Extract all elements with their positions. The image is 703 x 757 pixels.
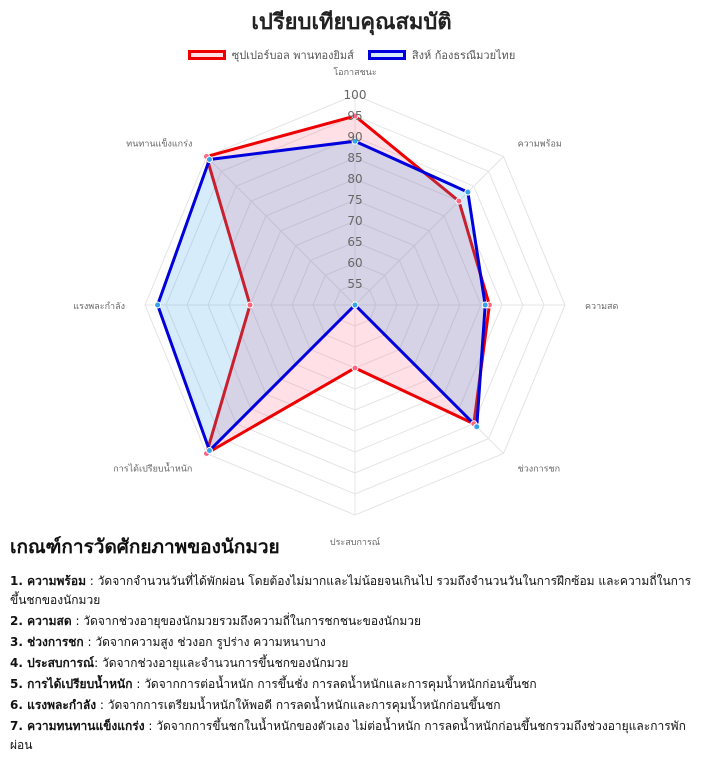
series-2-point[interactable] — [474, 424, 480, 430]
criteria-item — [10, 717, 695, 755]
criteria-item-number: 3. — [10, 635, 28, 649]
criteria-item-term: ความพร้อม — [27, 574, 86, 588]
criteria-item-term: ประสบการณ์ — [27, 656, 95, 670]
criteria-item — [10, 633, 695, 652]
criteria-heading: เกณฑ์การวัดศักยภาพของนักมวย — [10, 536, 280, 558]
axis-label: ช่วงการชก — [517, 464, 561, 475]
criteria-item — [10, 696, 695, 715]
r-tick-label: 80 — [347, 172, 363, 186]
criteria-item-term: ความสด — [27, 614, 72, 628]
r-tick-label: 100 — [343, 88, 367, 102]
axis-label: การได้เปรียบน้ำหนัก — [113, 464, 193, 475]
series-2-point[interactable] — [482, 302, 488, 308]
series-2-point[interactable] — [206, 156, 212, 162]
axis-label: ความพร้อม — [517, 139, 562, 150]
criteria-item-description: : วัดจากการต่อน้ำหนัก การขึ้นชั่ง การลดน้ำหนักและการคุมน้ำหนักก่อนขึ้นชก — [132, 677, 537, 691]
series-2-point[interactable] — [155, 302, 161, 308]
criteria-item-description: : วัดจากการเตรียมน้ำหนักให้พอดี การลดน้ำหนักและการคุมน้ำหนักก่อนขึ้นชก — [96, 698, 501, 712]
r-tick-label: 90 — [347, 130, 363, 144]
criteria-item — [10, 675, 695, 694]
axis-label: ทนทานแข็งแกร่ง — [126, 139, 193, 150]
criteria-item-description: : วัดจากการขึ้นชกในน้ำหนักของตัวเอง ไม่ต่อน้ำหนัก การลดน้ำหนักก่อนขึ้นชกรวมถึงช่วงอายุและการพักผ่อน — [10, 719, 686, 752]
criteria-item-description: : วัดจากความสูง ช่วงอก รูปร่าง ความหนาบาง — [83, 635, 326, 649]
r-tick-label: 65 — [347, 235, 363, 249]
criteria-item-term: ความทนทานแข็งแกร่ง — [27, 719, 145, 733]
r-tick-label: 60 — [347, 256, 363, 270]
axis-label: แรงพละกำลัง — [73, 302, 125, 312]
r-tick-label: 95 — [347, 109, 363, 123]
series-1-point[interactable] — [352, 365, 358, 371]
axis-label: โอกาสชนะ — [333, 68, 377, 78]
series-2-point[interactable] — [465, 189, 471, 195]
criteria-list — [10, 572, 695, 755]
r-tick-label: 85 — [347, 151, 363, 165]
criteria-item — [10, 572, 695, 610]
series-2-point[interactable] — [352, 302, 358, 308]
criteria-item-term: ช่วงการชก — [27, 635, 84, 649]
series-2-point[interactable] — [206, 448, 212, 454]
criteria-item-description: : วัดจากช่วงอายุของนักมวยรวมถึงความถี่ในการชกชนะของนักมวย — [71, 614, 422, 628]
criteria-item-term: การได้เปรียบน้ำหนัก — [27, 677, 133, 691]
criteria-item-description: : วัดจากจำนวนวันที่ได้พักผ่อน โดยต้องไม่มากและไม่น้อยจนเกินไป รวมถึงจำนวนวันในการฝึกซ้อม และความถี่ในการขึ้นชกของนักมวย — [10, 574, 692, 607]
criteria-item-number: 7. — [10, 719, 28, 733]
legend-label-series-2: สิงห์ ก้องธรณีมวยไทย — [411, 49, 516, 62]
axis-label: ความสด — [585, 302, 619, 312]
criteria-item-number: 6. — [10, 698, 28, 712]
series-1-point[interactable] — [456, 198, 462, 204]
chart-title: เปรียบเทียบคุณสมบัติ — [251, 10, 452, 35]
criteria-item — [10, 612, 695, 631]
criteria-item — [10, 654, 695, 673]
r-tick-label: 75 — [347, 193, 363, 207]
criteria-item-term: แรงพละกำลัง — [27, 698, 97, 712]
r-tick-label: 70 — [347, 214, 363, 228]
criteria-section — [10, 532, 695, 757]
criteria-item-number: 5. — [10, 677, 28, 691]
criteria-item-description: : วัดจากช่วงอายุและจำนวนการขึ้นชกของนักมวย — [94, 656, 349, 670]
criteria-item-number: 4. — [10, 656, 28, 670]
axis-label: ประสบการณ์ — [329, 538, 381, 548]
series-1-point[interactable] — [247, 302, 253, 308]
legend-label-series-1: ซุปเปอร์บอล พานทองยิมส์ — [231, 49, 354, 62]
criteria-item-number: 1. — [10, 574, 28, 588]
radar-series — [155, 113, 493, 456]
criteria-item-number: 2. — [10, 614, 28, 628]
r-tick-label: 55 — [347, 277, 363, 291]
